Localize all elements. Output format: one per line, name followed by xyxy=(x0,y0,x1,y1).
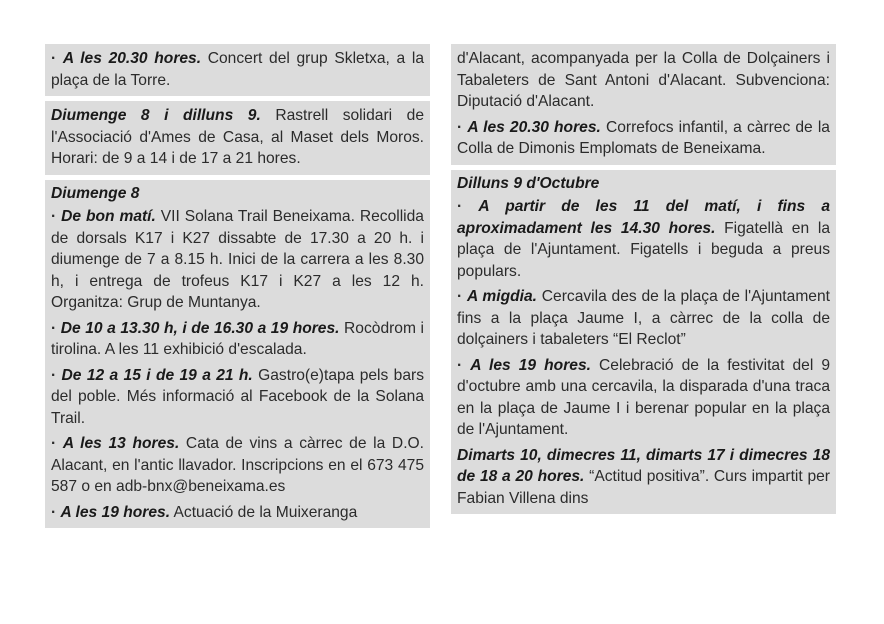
event-description: Actuació de la Muixeranga xyxy=(170,503,358,521)
bullet: · xyxy=(51,208,62,225)
event-entry xyxy=(457,196,830,282)
day-heading: Dilluns 9 d'Octubre xyxy=(457,174,600,192)
event-description: VII Solana Trail Beneixama. Recollida de dorsals K17 i K27 dissabte de 17.30 a 20 h. i diumenge de 7 a 8.15 h. Inici de la carrera a les 8.30 h, i entrega de trofeus K17 i K27 a les 12 h. Organitza: Grup de Muntanya. xyxy=(51,208,424,311)
event-date: Dimarts 10, dimecres 11, dimarts 17 i dimecres 18 de 18 a 20 hores. xyxy=(457,446,830,485)
event-description: Gastro(e)tapa pels bars del poble. Més informació al Facebook de la Solana Trail. xyxy=(51,366,424,427)
event-time: A les 20.30 hores. xyxy=(467,118,601,136)
right-column xyxy=(451,44,836,519)
event-entry xyxy=(51,433,424,498)
left-column xyxy=(45,44,430,533)
event-time: A migdia. xyxy=(466,288,538,305)
event-block xyxy=(451,44,836,165)
event-block xyxy=(45,44,430,96)
event-entry xyxy=(51,318,424,361)
event-time: De 12 a 15 i de 19 a 21 h. xyxy=(61,366,253,384)
event-date: Diumenge 8 i dilluns 9. xyxy=(51,107,261,124)
event-time: A partir de les 11 del matí, i fins a aproximadament les 14.30 hores. xyxy=(457,198,830,237)
event-entry xyxy=(457,117,830,160)
bullet: · xyxy=(457,356,471,374)
bullet: · xyxy=(457,198,479,215)
event-description: Concert del grup Skletxa, a la plaça de la Torre. xyxy=(51,50,424,89)
event-description: Celebració de la festivitat del 9 d'octubre amb una cercavila, la disparada d'una traca en la plaça de Jaume I i berenar popular en la plaça de l'Ajuntament. xyxy=(457,356,831,438)
event-description: “Actitud positiva”. Curs impartit per Fabian Villena dins xyxy=(457,468,830,507)
event-entry xyxy=(51,206,424,314)
bullet: · xyxy=(51,366,62,384)
day-heading: Diumenge 8 xyxy=(51,184,140,202)
event-description: Cata de vins a càrrec de la D.O. Alacant, en l'antic llavador. Inscripcions en el 673 475 587 o en adb-bnx@beneixama.es xyxy=(51,435,424,495)
event-entry xyxy=(457,286,830,351)
bullet: · xyxy=(51,503,61,521)
event-entry xyxy=(51,502,424,524)
event-block xyxy=(45,101,430,175)
bullet: · xyxy=(51,435,63,452)
event-time: De 10 a 13.30 h, i de 16.30 a 19 hores. xyxy=(60,319,340,337)
bullet: · xyxy=(457,288,467,305)
event-time: De bon matí. xyxy=(61,208,156,225)
event-entry xyxy=(51,48,424,91)
event-description: Cercavila des de la plaça de l'Ajuntament fins a la plaça Jaume I, a càrrec de la colla de dolçainers i tabaleters “El Reclot” xyxy=(457,288,830,348)
event-description: Rastrell solidari de l'Associació d'Ames de Casa, al Maset dels Moros. Horari: de 9 a 14 i de 17 a 21 hores. xyxy=(51,107,424,167)
event-time: A les 19 hores. xyxy=(470,356,591,374)
event-description: Figatellà en la plaça de l'Ajuntament. Figatells i beguda a preus populars. xyxy=(457,219,830,280)
event-time: A les 13 hores. xyxy=(62,435,180,452)
event-description: d'Alacant, acompanyada per la Colla de Dolçainers i Tabaleters de Sant Antoni d'Alacant. Subvenciona: Diputació d'Alacant. xyxy=(457,50,830,110)
event-time: A les 19 hores. xyxy=(60,503,171,521)
event-entry xyxy=(457,48,830,113)
day-section xyxy=(451,170,836,515)
event-entry xyxy=(51,105,424,170)
event-description: Correfocs infantil, a càrrec de la Colla de Dimonis Emplomats de Beneixama. xyxy=(457,118,830,157)
bullet: · xyxy=(457,118,468,136)
day-section xyxy=(45,180,430,529)
bullet: · xyxy=(51,50,63,67)
event-entry xyxy=(457,355,830,441)
event-entry xyxy=(457,445,830,510)
event-time: A les 20.30 hores. xyxy=(62,50,202,67)
bullet: · xyxy=(51,319,61,337)
event-description: Rocòdrom i tirolina. A les 11 exhibició d'escalada. xyxy=(51,319,424,358)
event-entry xyxy=(51,365,424,430)
